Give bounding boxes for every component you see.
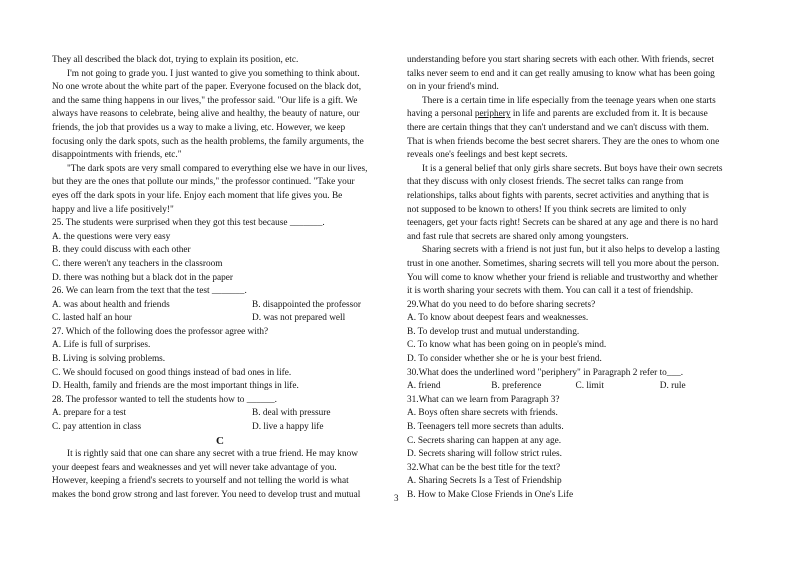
option-d[interactable]: D. Health, family and friends are the most important things in life. [52, 381, 299, 392]
question-26 [52, 285, 388, 326]
option-d[interactable]: D. To consider whether she or he is your best friend. [407, 354, 602, 365]
question-stem: 26. We can learn from the text that the test _______. [52, 286, 247, 297]
option-a[interactable]: A. Boys often share secrets with friends. [407, 408, 558, 419]
paragraph-continued [407, 54, 744, 95]
option-d[interactable]: D. was not prepared well [252, 313, 346, 324]
option-c[interactable]: C. pay attention in class [52, 422, 142, 433]
text-line: However, keeping a friend's secrets to yourself and not telling the world is what [52, 476, 349, 487]
text-line: understanding before you start sharing secrets with each other. With friends, secret [407, 55, 714, 65]
option-b[interactable]: B. they could discuss with each other [52, 245, 191, 256]
option-a[interactable]: A. friend [407, 381, 441, 392]
option-d[interactable]: D. live a happy life [252, 422, 324, 433]
question-32 [407, 462, 744, 503]
text-line: makes the bond grow strong and last forever. You need to develop trust and mutual [52, 490, 361, 500]
question-stem: 29.What do you need to do before sharing secrets? [407, 299, 596, 310]
text-line: trust in one another. Sometimes, sharing secrets will tell you more about the person. [407, 258, 719, 269]
question-27 [52, 326, 388, 394]
right-column [407, 54, 744, 503]
text-line: relationships, talks about fights with parents, secret activities and anything that is [407, 190, 709, 201]
option-b[interactable]: B. How to Make Close Friends in One's Life [407, 490, 574, 500]
option-d[interactable]: D. there was nothing but a black dot in the paper [52, 272, 233, 283]
option-d[interactable]: D. Secrets sharing will follow strict rules. [407, 449, 562, 460]
text-line: not supposed to be known to others! If you think secrets are limited to only [407, 204, 687, 215]
text-line: happy and live a life positively!" [52, 204, 174, 215]
text-line: on in your friend's mind. [407, 82, 499, 93]
option-b[interactable]: B. Living is solving problems. [52, 354, 166, 365]
paragraph-sharing-secrets [407, 244, 744, 298]
text-line: "The dark spots are very small compared to everything else we have in our lives, [67, 163, 368, 174]
text-line: teenagers, get your facts right! Secrets can be shared at any age and there is no hard [407, 218, 719, 229]
option-a[interactable]: A. was about health and friends [52, 299, 170, 310]
option-row [407, 380, 744, 394]
question-stem: 25. The students were surprised when they got this test because _______. [52, 218, 325, 229]
question-25 [52, 217, 388, 285]
text-line: and fast rule that secrets are shared only among youngsters. [407, 231, 629, 242]
left-column [52, 54, 388, 503]
option-row [52, 421, 388, 435]
text-line: your deepest fears and weaknesses and yet will never take advantage of you. [52, 462, 337, 473]
option-row [52, 299, 388, 313]
option-row [52, 312, 388, 326]
option-c[interactable]: C. To know what has been going on in people's mind. [407, 340, 607, 351]
text-line: It is a general belief that only girls share secrets. But boys have their own secrets [422, 163, 723, 174]
option-b[interactable]: B. preference [491, 381, 542, 392]
option-c[interactable]: C. We should focused on good things instead of bad ones in life. [52, 367, 292, 378]
text-line: No one wrote about the white part of the paper. Everyone focused on the black dot, [52, 82, 362, 93]
question-stem: 31.What can we learn from Paragraph 3? [407, 394, 560, 405]
option-a[interactable]: A. the questions were very easy [52, 231, 171, 242]
paragraph-professor-speech [52, 68, 388, 163]
text-line: always have reasons to celebrate, being alive and healthy, the beauty of nature, our [52, 109, 360, 120]
option-b[interactable]: B. Teenagers tell more secrets than adults. [407, 422, 564, 433]
option-c[interactable]: C. lasted half an hour [52, 313, 132, 324]
text-line: it is worth sharing your secrets with them. You can call it a test of friendship. [407, 286, 694, 297]
option-a[interactable]: A. Life is full of surprises. [52, 340, 151, 351]
question-30 [407, 367, 744, 394]
underlined-word-periphery: periphery [474, 109, 511, 120]
question-stem: 30.What does the underlined word "periphery" in Paragraph 2 refer to___. [407, 367, 684, 378]
text-line: eyes off the dark spots in your life. Enjoy each moment that life gives you. Be [52, 190, 343, 201]
option-b[interactable]: B. deal with pressure [252, 408, 331, 419]
option-a[interactable]: A. To know about deepest fears and weaknesses. [407, 313, 589, 324]
text-line: disappointments with friends, etc." [52, 150, 182, 161]
question-31 [407, 394, 744, 462]
text-line: friends, the job that provides us a way to make a living, etc. However, we keep [52, 122, 346, 133]
page-number: 3 [394, 493, 399, 503]
text-line: there are certain things that they can't understand and we can't discuss with them. [407, 122, 709, 133]
text-line [407, 108, 744, 122]
option-c[interactable]: C. limit [575, 381, 604, 392]
paragraph-periphery [407, 95, 744, 163]
question-28 [52, 394, 388, 435]
text-line: reveals one's feelings and best kept secrets. [407, 150, 568, 161]
text-line: You will come to know whether your friend is reliable and trustworthy and whether [407, 272, 718, 283]
paragraph-true-friend [52, 448, 388, 502]
text-line: Sharing secrets with a friend is not just fun, but it also helps to develop a lasting [422, 245, 720, 256]
question-stem: 27. Which of the following does the professor agree with? [52, 326, 269, 337]
option-a[interactable]: A. Sharing Secrets Is a Test of Friendship [407, 476, 562, 487]
text-line: that they discuss with only closest friends. The secret talks can range from [407, 177, 684, 188]
question-29 [407, 299, 744, 367]
question-stem: 32.What can be the best title for the text? [407, 462, 561, 473]
option-d[interactable]: D. rule [659, 381, 686, 392]
text-line: I'm not going to grade you. I just wanted to give you something to think about. [67, 68, 360, 79]
text-fragment: in life and parents are excluded from it. It is because [510, 109, 708, 120]
option-b[interactable]: B. To develop trust and mutual understanding. [407, 326, 580, 337]
text-line: but they are the ones that pollute our minds," the professor continued. "Take your [52, 177, 355, 188]
question-stem: 28. The professor wanted to tell the students how to ______. [52, 394, 277, 405]
section-heading: C [216, 434, 224, 447]
text-line: and the same thing happens in our lives," the professor said. "Our life is a gift. We [52, 95, 358, 106]
option-a[interactable]: A. prepare for a test [52, 408, 127, 419]
text-fragment: having a personal [407, 109, 475, 120]
option-c[interactable]: C. there weren't any teachers in the classroom [52, 258, 223, 269]
paragraph-general-belief [407, 163, 744, 245]
option-c[interactable]: C. Secrets sharing can happen at any age. [407, 435, 562, 446]
text-line: talks never seem to end and it can get really amusing to know what has been going [407, 68, 715, 79]
option-b[interactable]: B. disappointed the professor [252, 299, 361, 310]
text-line: focusing only the dark spots, such as the health problems, the family arguments, the [52, 136, 364, 147]
text-line: That is when friends become the best secret sharers. They are the ones to whom one [407, 136, 720, 147]
paragraph-dark-spots [52, 163, 388, 217]
text-line: They all described the black dot, trying to explain its position, etc. [52, 55, 299, 65]
option-row [52, 407, 388, 421]
text-line: It is rightly said that one can share any secret with a true friend. He may know [67, 449, 358, 460]
text-line: There is a certain time in life especially from the teenage years when one starts [422, 95, 716, 106]
